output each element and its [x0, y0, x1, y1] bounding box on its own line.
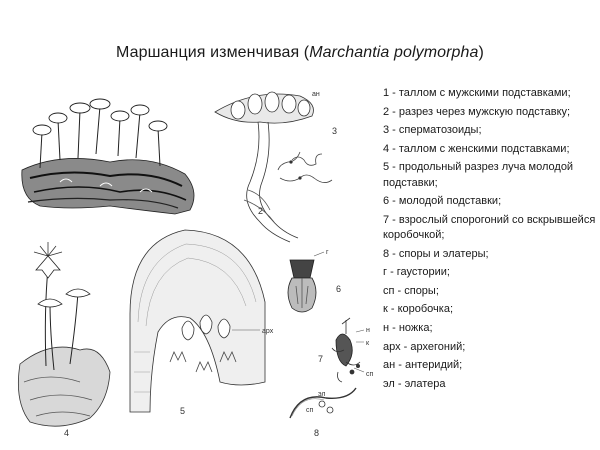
panel-7-sporogonium — [332, 318, 364, 382]
legend-item: н - ножка; — [383, 321, 433, 334]
label-haustoria: г — [326, 249, 329, 256]
title-suffix: ) — [478, 44, 484, 61]
legend-item: сп - споры; — [383, 284, 439, 297]
legend-item: 2 - разрез через мужскую подставку; — [383, 105, 571, 118]
label-stalk: н — [366, 327, 370, 334]
label-panel-6: 6 — [336, 284, 342, 294]
label-panel-2: 2 — [258, 206, 264, 216]
legend-item: 4 - таллом с женскими подставками; — [383, 142, 570, 155]
legend-item: 7 - взрослый спорогоний со вскрывшейся коробочкой; — [383, 213, 596, 241]
legend-item: г - гаустории; — [383, 266, 450, 279]
title-prefix: Маршанция изменчивая ( — [116, 44, 310, 61]
legend-item: к - коробочка; — [383, 303, 454, 316]
label-panel-8: 8 — [314, 428, 320, 438]
panel-5-receptacle-section — [130, 230, 265, 412]
label-panel-5: 5 — [180, 406, 186, 416]
legend-item: ан - антеридий; — [383, 359, 463, 372]
legend-item: 3 - сперматозоиды; — [383, 124, 482, 137]
legend-item: 8 - споры и элатеры; — [383, 247, 489, 260]
panel-3-spermatozoids — [278, 152, 332, 183]
legend-item: арх - архегоний; — [383, 340, 466, 353]
label-elater: эл — [318, 391, 326, 398]
label-panel-7: 7 — [318, 354, 324, 364]
botanical-drawing — [0, 82, 380, 442]
label-archegonium: арх — [262, 328, 274, 335]
title-latin-name: Marchantia polymorpha — [309, 44, 479, 61]
legend-item: 5 - продольный разрез луча молодой подставки; — [383, 161, 574, 189]
panel-4-female-thallus — [18, 242, 110, 426]
label-spores-8: сп — [306, 407, 314, 414]
label-antheridium: ан — [312, 91, 320, 98]
label-spores-7: сп — [366, 371, 374, 378]
legend-list — [383, 86, 598, 395]
slide-title — [0, 44, 600, 62]
panel-2-male-receptacle-section — [215, 92, 314, 242]
legend-item: эл - элатера — [383, 377, 446, 390]
legend-item: 6 - молодой подставки; — [383, 195, 502, 208]
marchantia-illustration — [0, 82, 380, 442]
panel-6-young-receptacle — [288, 252, 324, 312]
label-panel-3: 3 — [332, 126, 338, 136]
panel-1-male-thallus — [22, 99, 194, 214]
legend-item: 1 - таллом с мужскими подставками; — [383, 87, 571, 99]
label-panel-4: 4 — [64, 428, 70, 438]
label-capsule: к — [366, 340, 370, 347]
